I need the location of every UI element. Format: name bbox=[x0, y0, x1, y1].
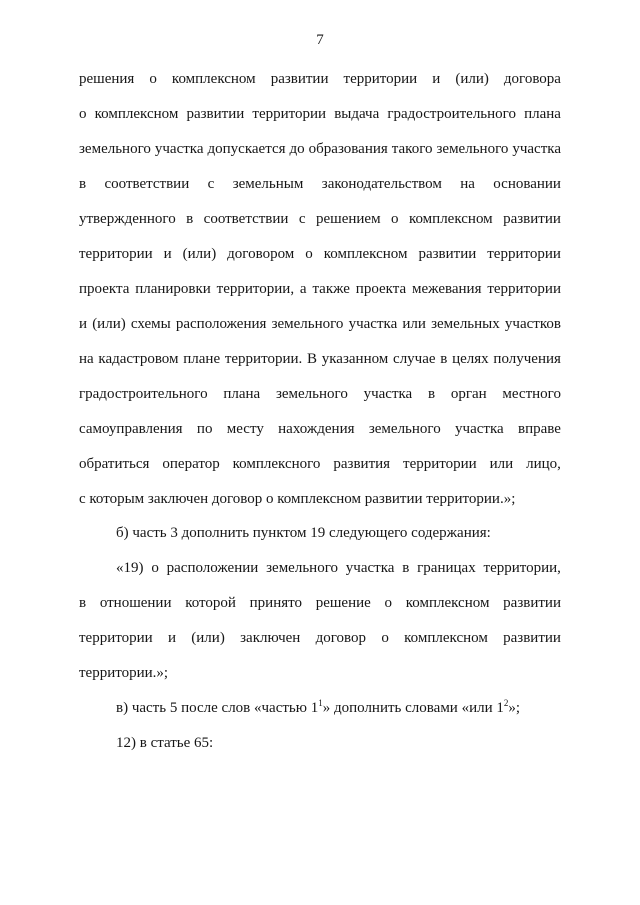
word: территории bbox=[403, 456, 477, 472]
text-line bbox=[79, 593, 561, 613]
word: по bbox=[196, 421, 213, 437]
item-v-text-part-1: в) часть 5 после слов «частью 1 bbox=[116, 700, 319, 716]
text-line bbox=[79, 419, 561, 439]
text-line bbox=[79, 174, 561, 194]
word: плана bbox=[223, 386, 261, 402]
text-line bbox=[79, 279, 561, 299]
word: соответствии bbox=[203, 211, 289, 227]
word: участка bbox=[455, 421, 504, 437]
text-line bbox=[79, 349, 561, 369]
word: лицо, bbox=[526, 456, 561, 472]
word: территории, bbox=[216, 281, 295, 297]
text-line bbox=[79, 384, 561, 404]
word: отношении bbox=[99, 595, 172, 611]
word: (или) bbox=[92, 316, 126, 332]
word: в bbox=[440, 351, 448, 367]
word: участка bbox=[512, 141, 561, 157]
text-line bbox=[79, 454, 561, 474]
item-v-text-part-2: » дополнить словами «или 1 bbox=[322, 700, 504, 716]
word: в bbox=[79, 595, 87, 611]
word: развитии bbox=[503, 211, 561, 227]
text-line bbox=[79, 314, 561, 334]
word: договора bbox=[503, 71, 561, 87]
word: или bbox=[489, 456, 514, 472]
word: утвержденного bbox=[79, 211, 176, 227]
word: комплексном bbox=[408, 211, 493, 227]
word: (или) bbox=[455, 71, 489, 87]
word: комплексном bbox=[94, 106, 179, 122]
page-number: 7 bbox=[316, 32, 324, 48]
word: принято bbox=[249, 595, 302, 611]
word: земельным bbox=[232, 176, 304, 192]
text-line bbox=[79, 628, 561, 648]
word: схемы bbox=[130, 316, 171, 332]
word: основании bbox=[493, 176, 561, 192]
word: (или) bbox=[182, 246, 217, 262]
word: о bbox=[305, 246, 313, 262]
text-line bbox=[79, 104, 561, 124]
word: заключен bbox=[240, 630, 301, 646]
word: развития bbox=[333, 456, 391, 472]
word: о bbox=[391, 211, 399, 227]
word: которой bbox=[185, 595, 236, 611]
word: участка bbox=[348, 316, 398, 332]
word: нахождения bbox=[278, 421, 355, 437]
word: а bbox=[299, 281, 307, 297]
word: территории bbox=[252, 106, 327, 122]
word: договор bbox=[315, 630, 367, 646]
word: обратиться bbox=[79, 456, 150, 472]
word: в bbox=[186, 211, 194, 227]
word: местного bbox=[502, 386, 561, 402]
word: территории, bbox=[483, 560, 561, 576]
word: участка bbox=[154, 141, 204, 157]
word: в bbox=[402, 560, 410, 576]
word: развитии bbox=[503, 630, 561, 646]
word: о bbox=[151, 560, 159, 576]
word: развитии bbox=[503, 595, 561, 611]
word: комплексном bbox=[404, 630, 488, 646]
word: развитии bbox=[270, 71, 329, 87]
word: случае bbox=[393, 351, 436, 367]
word: проекта bbox=[79, 281, 130, 297]
word: развитии bbox=[186, 106, 245, 122]
word: орган bbox=[450, 386, 487, 402]
word: и bbox=[79, 316, 88, 332]
text-line-last: территории.»; bbox=[79, 665, 169, 681]
paragraph-item-12: 12) в статье 65: bbox=[116, 735, 214, 751]
word: территории bbox=[343, 71, 418, 87]
superscript-2: 2 bbox=[503, 698, 509, 708]
superscript-1: 1 bbox=[318, 698, 323, 708]
word: кадастровом bbox=[98, 351, 179, 367]
word: участков bbox=[504, 316, 561, 332]
word: также bbox=[312, 281, 350, 297]
word: территории. bbox=[224, 351, 303, 367]
word: (или) bbox=[191, 630, 225, 646]
word: законодательством bbox=[321, 176, 442, 192]
word: и bbox=[167, 630, 176, 646]
word: соответствии bbox=[104, 176, 190, 192]
text-line bbox=[79, 209, 561, 229]
word: территории bbox=[79, 630, 153, 646]
word: территории bbox=[487, 281, 561, 297]
word: целях bbox=[452, 351, 489, 367]
word: с bbox=[298, 211, 306, 227]
word: и bbox=[163, 246, 172, 262]
word: земельных bbox=[431, 316, 500, 332]
word: комплексном bbox=[171, 71, 256, 87]
word: и bbox=[432, 71, 441, 87]
word: плане bbox=[183, 351, 221, 367]
text-line bbox=[79, 69, 561, 89]
word: градостроительного bbox=[79, 386, 208, 402]
word: земельного bbox=[436, 141, 509, 157]
text-line bbox=[116, 558, 561, 578]
word: вправе bbox=[518, 421, 561, 437]
word: расположения bbox=[175, 316, 267, 332]
word: комплексном bbox=[323, 246, 408, 262]
word: о bbox=[79, 106, 87, 122]
word: получения bbox=[493, 351, 561, 367]
word: указанном bbox=[321, 351, 389, 367]
word: с bbox=[207, 176, 215, 192]
word: проекта bbox=[355, 281, 407, 297]
word: земельного bbox=[275, 386, 348, 402]
word: комплексном bbox=[405, 595, 490, 611]
word: месту bbox=[226, 421, 264, 437]
paragraph-item-b: б) часть 3 дополнить пунктом 19 следующего содержания: bbox=[116, 525, 491, 541]
item-v-text-part-3: »; bbox=[508, 700, 521, 716]
word: такого bbox=[391, 141, 433, 157]
paragraph-item-v bbox=[116, 698, 561, 718]
word: земельного bbox=[368, 421, 441, 437]
word: до bbox=[289, 141, 305, 157]
text-line bbox=[79, 139, 561, 159]
word: договором bbox=[227, 246, 295, 262]
word: развитии bbox=[418, 246, 477, 262]
text-line-last: с которым заключен договор о комплексном развитии территории.»; bbox=[79, 491, 516, 507]
word: участка bbox=[363, 386, 413, 402]
word: в bbox=[79, 176, 87, 192]
word: участка bbox=[345, 560, 395, 576]
word: межевания bbox=[412, 281, 482, 297]
word: решения bbox=[79, 71, 135, 87]
word: границах bbox=[417, 560, 476, 576]
word: о bbox=[384, 595, 393, 611]
word: комплексного bbox=[232, 456, 321, 472]
word: выдача bbox=[334, 106, 380, 122]
word: градостроительного bbox=[387, 106, 516, 122]
word: земельного bbox=[266, 560, 338, 576]
word: решением bbox=[315, 211, 381, 227]
word: самоуправления bbox=[79, 421, 183, 437]
word: «19) bbox=[116, 560, 144, 576]
word: территории bbox=[79, 246, 153, 262]
word: или bbox=[402, 316, 426, 332]
word: о bbox=[149, 71, 157, 87]
word: расположении bbox=[166, 560, 259, 576]
word: образования bbox=[308, 141, 388, 157]
word: земельного bbox=[271, 316, 344, 332]
word: земельного bbox=[79, 141, 151, 157]
word: о bbox=[381, 630, 389, 646]
word: допускается bbox=[207, 141, 286, 157]
word: плана bbox=[524, 106, 561, 122]
word: решение bbox=[315, 595, 371, 611]
word: в bbox=[427, 386, 436, 402]
text-line bbox=[79, 244, 561, 264]
word: оператор bbox=[162, 456, 220, 472]
word: территории bbox=[487, 246, 561, 262]
word: на bbox=[79, 351, 94, 367]
word: В bbox=[306, 351, 317, 367]
word: планировки bbox=[135, 281, 211, 297]
word: на bbox=[460, 176, 475, 192]
